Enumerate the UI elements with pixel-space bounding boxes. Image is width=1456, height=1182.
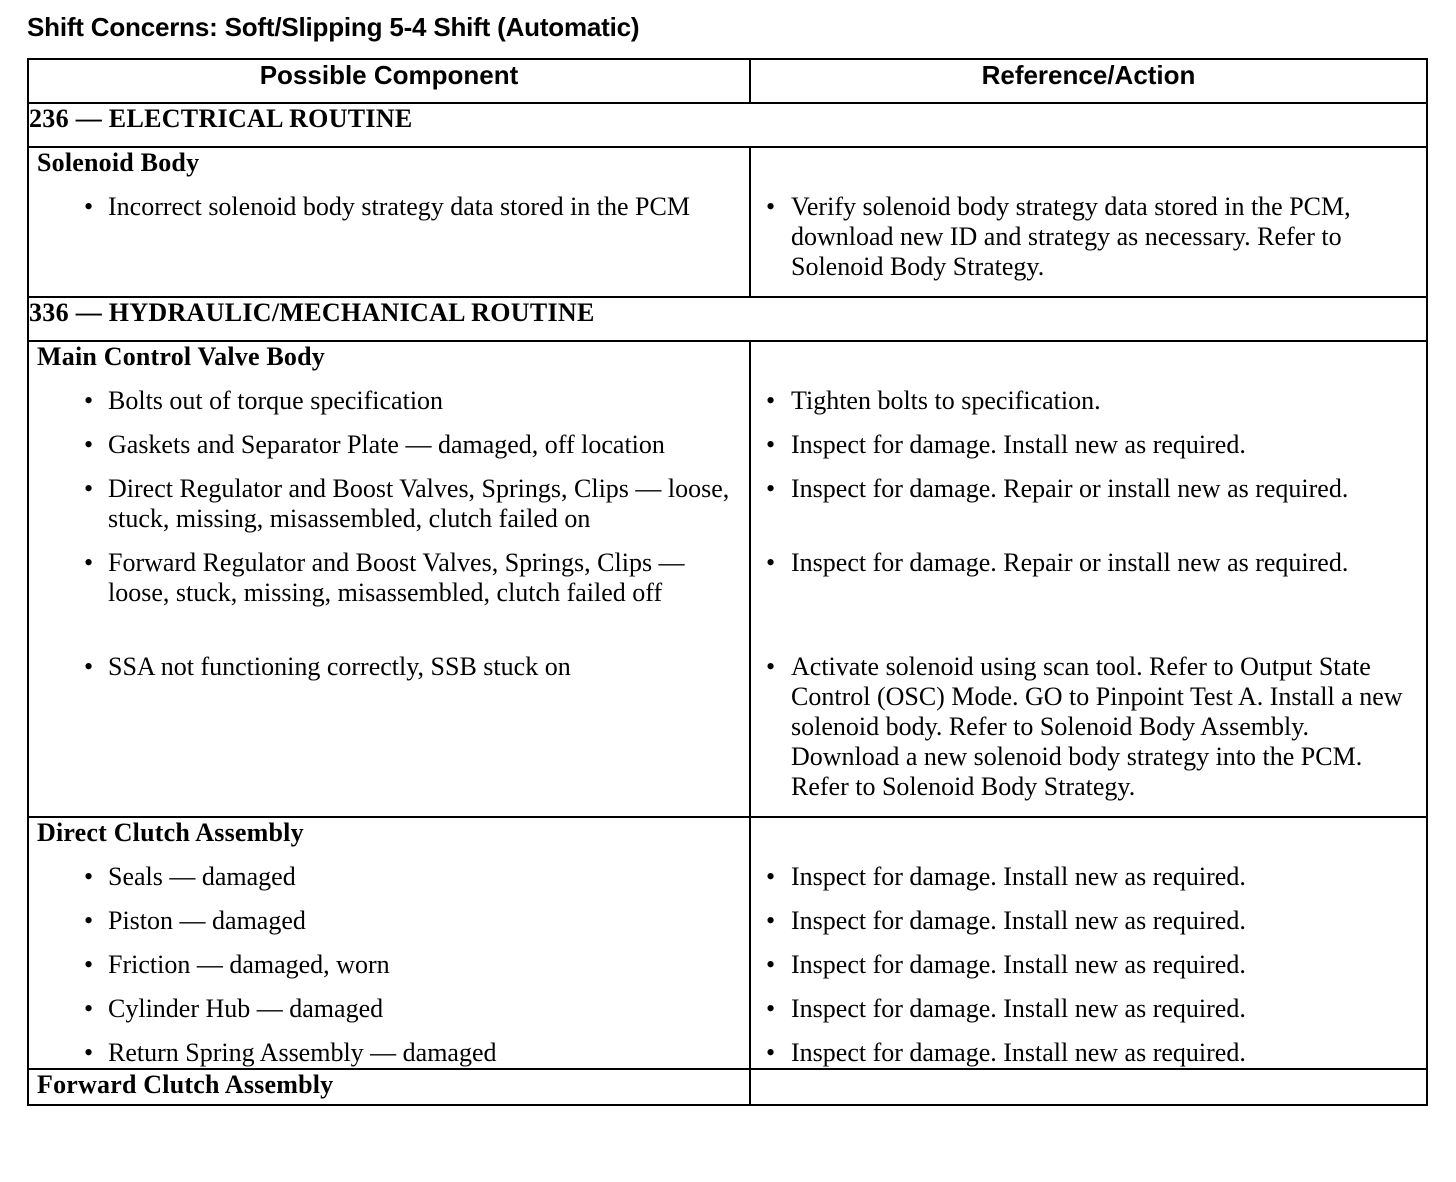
action-text: Inspect for damage. Install new as required.: [791, 994, 1246, 1023]
action-text: Inspect for damage. Install new as required.: [791, 906, 1246, 935]
component-item: [29, 548, 749, 638]
bullet-icon: •: [766, 386, 776, 415]
bullet-icon: •: [84, 862, 94, 891]
group-row: [28, 817, 1427, 1069]
component-text: Forward Regulator and Boost Valves, Springs, Clips — loose, stuck, missing, misassembled, clutch failed off: [108, 548, 685, 607]
diagnostic-table: [27, 58, 1428, 1106]
action-text: Inspect for damage. Repair or install new as required.: [791, 548, 1349, 577]
action-text: Verify solenoid body strategy data stored in the PCM, download new ID and strategy as necessary. Refer to Solenoid Body Strategy.: [791, 192, 1351, 281]
bullet-icon: •: [766, 1038, 776, 1067]
component-text: Piston — damaged: [108, 906, 306, 935]
section-heading: 236 — ELECTRICAL ROUTINE: [28, 103, 1427, 147]
component-cell: [28, 341, 750, 817]
component-text: Cylinder Hub — damaged: [108, 994, 384, 1023]
action-cell: [750, 817, 1427, 1069]
bullet-icon: •: [766, 994, 776, 1023]
component-cell: [28, 1069, 750, 1105]
action-text: Tighten bolts to specification.: [791, 386, 1101, 415]
component-item: [29, 1038, 749, 1068]
component-item: [29, 474, 749, 534]
bullet-icon: •: [84, 474, 94, 503]
action-text: Inspect for damage. Repair or install new as required.: [791, 474, 1349, 503]
action-item: [751, 862, 1426, 892]
bullet-icon: •: [84, 950, 94, 979]
table-header-row: [28, 59, 1427, 103]
action-item: [751, 906, 1426, 936]
component-text: Friction — damaged, worn: [108, 950, 390, 979]
action-cell: [750, 341, 1427, 817]
group-title: Direct Clutch Assembly: [37, 818, 304, 847]
bullet-icon: •: [84, 548, 94, 577]
bullet-icon: •: [766, 652, 776, 681]
bullet-icon: •: [84, 1038, 94, 1067]
group-title: Solenoid Body: [37, 148, 200, 177]
action-item: [751, 386, 1426, 416]
section-row: [28, 297, 1427, 341]
component-text: SSA not functioning correctly, SSB stuck on: [108, 652, 571, 681]
component-text: Seals — damaged: [108, 862, 296, 891]
bullet-icon: •: [84, 652, 94, 681]
bullet-icon: •: [766, 192, 776, 221]
action-text: Inspect for damage. Install new as required.: [791, 430, 1246, 459]
bullet-icon: •: [84, 430, 94, 459]
action-item: [751, 548, 1426, 638]
component-item: [29, 192, 749, 252]
action-item: [751, 652, 1426, 802]
group-row: [28, 1069, 1427, 1105]
action-item: [751, 1038, 1426, 1068]
component-item: [29, 862, 749, 892]
bullet-icon: •: [766, 950, 776, 979]
component-text: Bolts out of torque specification: [108, 386, 444, 415]
bullet-icon: •: [766, 548, 776, 577]
group-row: [28, 341, 1427, 817]
component-text: Incorrect solenoid body strategy data stored in the PCM: [108, 192, 690, 221]
action-item: [751, 474, 1426, 534]
section-heading: 336 — HYDRAULIC/MECHANICAL ROUTINE: [28, 297, 1427, 341]
group-row: [28, 147, 1427, 297]
action-cell: [750, 1069, 1427, 1105]
bullet-icon: •: [84, 994, 94, 1023]
component-cell: [28, 147, 750, 297]
action-cell: [750, 147, 1427, 297]
action-item: [751, 994, 1426, 1024]
column-header-action: Reference/Action: [750, 59, 1427, 103]
bullet-icon: •: [766, 430, 776, 459]
action-text: Inspect for damage. Install new as required.: [791, 950, 1246, 979]
group-title: Forward Clutch Assembly: [37, 1070, 334, 1099]
column-header-component: Possible Component: [28, 59, 750, 103]
action-item: [751, 192, 1426, 282]
bullet-icon: •: [84, 192, 94, 221]
action-text: Inspect for damage. Install new as required.: [791, 862, 1246, 891]
component-text: Return Spring Assembly — damaged: [108, 1038, 497, 1067]
bullet-icon: •: [84, 386, 94, 415]
component-item: [29, 430, 749, 460]
bullet-icon: •: [84, 906, 94, 935]
action-text: Inspect for damage. Install new as required.: [791, 1038, 1246, 1067]
component-item: [29, 386, 749, 416]
bullet-icon: •: [766, 906, 776, 935]
action-item: [751, 950, 1426, 980]
component-item: [29, 994, 749, 1024]
component-text: Gaskets and Separator Plate — damaged, off location: [108, 430, 665, 459]
bullet-icon: •: [766, 862, 776, 891]
page-title: Shift Concerns: Soft/Slipping 5-4 Shift (Automatic): [27, 12, 640, 42]
component-item: [29, 906, 749, 936]
component-item: [29, 950, 749, 980]
action-item: [751, 430, 1426, 460]
component-item: [29, 652, 749, 802]
component-cell: [28, 817, 750, 1069]
section-row: [28, 103, 1427, 147]
bullet-icon: •: [766, 474, 776, 503]
group-title: Main Control Valve Body: [37, 342, 325, 371]
action-text: Activate solenoid using scan tool. Refer to Output State Control (OSC) Mode. GO to Pinpoint Test A. Install a new solenoid body. Refer to Solenoid Body Assembly. Download a new solenoid body strategy into the PCM. Refer to Solenoid Body Strategy.: [791, 652, 1403, 801]
component-text: Direct Regulator and Boost Valves, Springs, Clips — loose, stuck, missing, misassembled, clutch failed on: [108, 474, 730, 533]
